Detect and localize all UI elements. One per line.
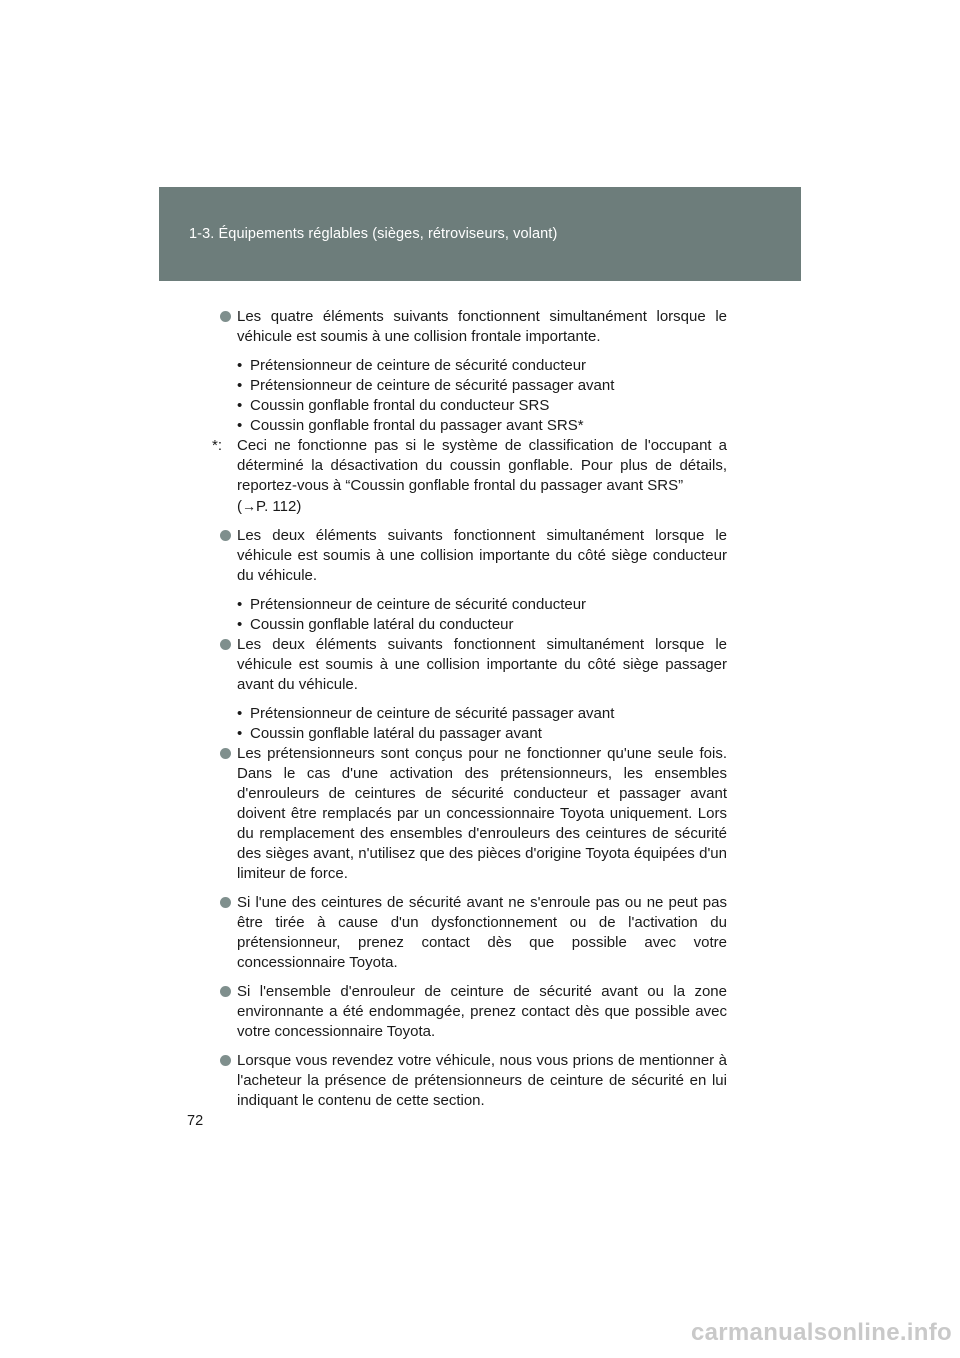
watermark: carmanualsonline.info	[690, 1319, 952, 1346]
paragraph-malfunction	[220, 893, 727, 973]
list-item: • Prétensionneur de ceinture de sécurité passager avant	[237, 705, 615, 722]
bullet-icon: •	[237, 616, 243, 633]
bullet-icon: •	[237, 397, 243, 414]
frontal-components-list	[237, 356, 727, 436]
paragraph-text: Les prétensionneurs sont conçus pour ne fonctionner qu'une seule fois. Dans le cas d'une activation des prétensionneurs, les ensembles d'enrouleurs de ceintures de sécurité conducteur et passager avant doivent être remplacés par un concessionnaire Toyota uniquement. Lors du remplacement des ensembles d'enrouleurs des ceintures de sécurité des sièges avant, n'utilisez que des pièces d'origine Toyota équipées d'un limiteur de force.	[237, 745, 727, 882]
paragraph-passenger-side-collision	[220, 635, 727, 695]
list-item: • Coussin gonflable frontal du passager avant SRS*	[237, 417, 584, 434]
list-item: • Coussin gonflable frontal du conducteur SRS	[237, 397, 550, 414]
section-header-band	[159, 187, 801, 281]
page-number: 72	[187, 1113, 204, 1129]
passenger-side-components-list	[237, 704, 727, 744]
page-content	[212, 307, 727, 1120]
footnote-text: Ceci ne fonctionne pas si le système de classification de l'occupant a déterminé la désactivation du coussin gonflable. Pour plus de détails, reportez-vous à “Coussin gonflable frontal du passager avant SRS”	[237, 437, 727, 494]
paragraph-text: Les quatre éléments suivants fonctionnent simultanément lorsque le véhicule est soumis à une collision frontale importante.	[237, 308, 727, 345]
paragraph-text: Si l'une des ceintures de sécurité avant ne s'enroule pas ou ne peut pas être tirée à cause d'un dysfonctionnement ou de l'activation du prétensionneur, prenez contact dès que possible avec votre concessionnaire Toyota.	[237, 894, 727, 971]
footnote	[212, 436, 727, 517]
paragraph-single-use	[220, 744, 727, 884]
paragraph-text: Lorsque vous revendez votre véhicule, nous vous prions de mentionner à l'acheteur la présence de prétensionneurs de ceinture de sécurité en lui indiquant le contenu de cette section.	[237, 1052, 727, 1109]
circle-bullet-icon	[220, 897, 231, 908]
footnote-marker: *:	[212, 437, 223, 454]
list-item: • Prétensionneur de ceinture de sécurité passager avant	[237, 377, 615, 394]
circle-bullet-icon	[220, 639, 231, 650]
paragraph-damage	[220, 982, 727, 1042]
list-item: • Prétensionneur de ceinture de sécurité conducteur	[237, 357, 587, 374]
paragraph-text: Les deux éléments suivants fonctionnent simultanément lorsque le véhicule est soumis à une collision importante du côté siège conducteur du véhicule.	[237, 527, 727, 584]
circle-bullet-icon	[220, 986, 231, 997]
bullet-icon: •	[237, 377, 243, 394]
bullet-icon: •	[237, 357, 243, 374]
bullet-icon: •	[237, 417, 243, 434]
list-item: • Coussin gonflable latéral du conducteur	[237, 616, 514, 633]
paragraph-text: Les deux éléments suivants fonctionnent simultanément lorsque le véhicule est soumis à une collision importante du côté siège passager avant du véhicule.	[237, 636, 727, 693]
circle-bullet-icon	[220, 311, 231, 322]
circle-bullet-icon	[220, 530, 231, 541]
circle-bullet-icon	[220, 748, 231, 759]
list-item: • Prétensionneur de ceinture de sécurité conducteur	[237, 596, 587, 613]
bullet-icon: •	[237, 596, 243, 613]
section-title: 1-3. Équipements réglables (sièges, rétroviseurs, volant)	[189, 226, 558, 242]
paragraph-resale	[220, 1051, 727, 1111]
list-item: • Coussin gonflable latéral du passager avant	[237, 725, 542, 742]
driver-side-components-list	[237, 595, 727, 635]
arrow-right-icon: →	[242, 498, 256, 514]
paragraph-frontal-collision	[220, 307, 727, 347]
page-reference: (→P. 112)	[237, 498, 302, 515]
bullet-icon: •	[237, 705, 243, 722]
paragraph-driver-side-collision	[220, 526, 727, 586]
circle-bullet-icon	[220, 1055, 231, 1066]
bullet-icon: •	[237, 725, 243, 742]
paragraph-text: Si l'ensemble d'enrouleur de ceinture de sécurité avant ou la zone environnante a été endommagée, prenez contact dès que possible avec votre concessionnaire Toyota.	[237, 983, 727, 1040]
